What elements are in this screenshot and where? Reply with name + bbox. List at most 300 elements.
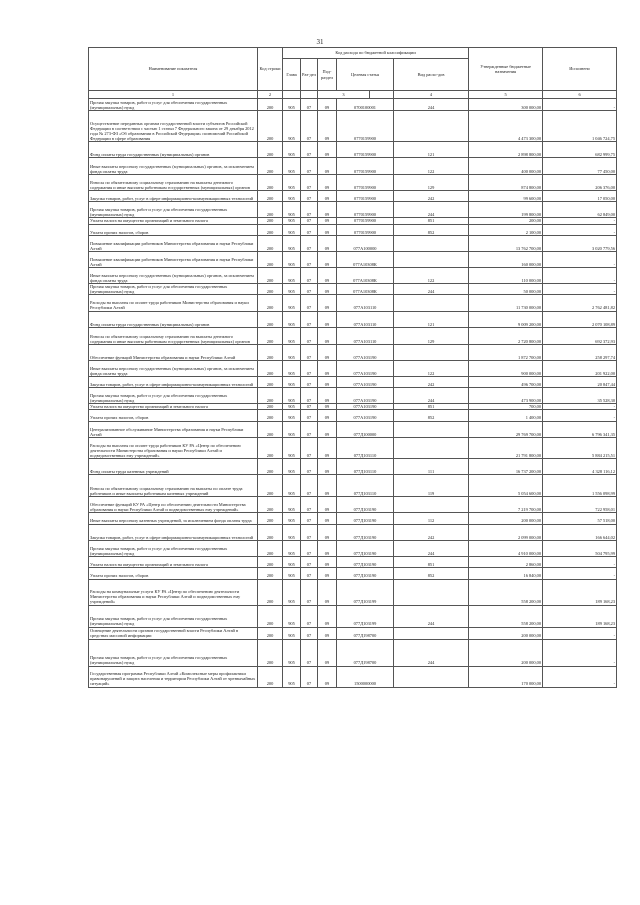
cell-name: Прочая закупка товаров, работ и услуг для обеспечения государственных (муниципальных) нужд	[89, 99, 258, 111]
cell-target-article: 077А103190	[337, 410, 394, 421]
table-row	[89, 497, 617, 513]
cell-line-code: 200	[258, 458, 283, 474]
cell-target-article: 077Д103190	[337, 513, 394, 524]
cell-name: Уплата прочих налогов, сборов	[89, 410, 258, 421]
cell-line-code: 200	[258, 284, 283, 295]
cell-approved: 558 200,00	[469, 605, 543, 627]
cell-approved: 2 898 800,00	[469, 142, 543, 158]
cell-line-code: 200	[258, 540, 283, 556]
header-target-article: Целевая статья	[337, 59, 394, 91]
cell-target-article: 0770159900	[337, 158, 394, 175]
cell-approved: 29 769 700,00	[469, 421, 543, 437]
table-row	[89, 111, 617, 142]
cell-razdel: 07	[301, 191, 318, 202]
header-approved: Утвержденные бюджетные назначения	[469, 48, 543, 91]
cell-glava: 905	[283, 202, 301, 218]
cell-razdel: 07	[301, 224, 318, 235]
cell-target-article: 077А10308К	[337, 252, 394, 268]
cell-line-code: 200	[258, 175, 283, 191]
cell-executed: 1 046 724,75	[543, 111, 617, 142]
cell-razdel: 07	[301, 295, 318, 311]
cell-name: Прочая закупка товаров, работ и услуг для обеспечения государственных (муниципальных) нужд	[89, 605, 258, 627]
cell-executed: 57 518,00	[543, 513, 617, 524]
cell-line-code: 200	[258, 158, 283, 175]
cell-razdel: 07	[301, 458, 318, 474]
cell-line-code: 200	[258, 191, 283, 202]
cell-target-article: 1500000000	[337, 666, 394, 687]
cell-approved: 199 800,00	[469, 202, 543, 218]
cell-podrazdel: 09	[318, 627, 337, 639]
cell-line-code: 200	[258, 202, 283, 218]
cell-line-code: 200	[258, 99, 283, 111]
cell-name: Прочая закупка товаров, работ и услуг для обеспечения государственных (муниципальных) нужд	[89, 388, 258, 404]
cell-expense-type	[394, 627, 469, 639]
table-row	[89, 437, 617, 458]
cell-executed: -	[543, 252, 617, 268]
cell-glava: 905	[283, 377, 301, 388]
cell-razdel: 07	[301, 568, 318, 579]
cell-target-article: 0770159900	[337, 191, 394, 202]
cell-approved: 2 099 000,00	[469, 524, 543, 540]
cell-razdel: 07	[301, 142, 318, 158]
budget-execution-table	[88, 47, 617, 688]
cell-line-code: 200	[258, 327, 283, 344]
cell-line-code: 200	[258, 421, 283, 437]
cell-executed: 189 168,23	[543, 605, 617, 627]
cell-target-article: 0770159900	[337, 111, 394, 142]
column-number: 6	[543, 91, 617, 99]
column-number	[301, 91, 318, 99]
cell-razdel: 07	[301, 410, 318, 421]
cell-approved: 9 009 200,00	[469, 311, 543, 327]
cell-approved: 110 000,00	[469, 268, 543, 284]
cell-approved: 4 473 300,00	[469, 111, 543, 142]
cell-razdel: 07	[301, 524, 318, 540]
header-podrazdel: Под-раздел	[318, 59, 337, 91]
cell-expense-type: 121	[394, 142, 469, 158]
cell-podrazdel: 09	[318, 268, 337, 284]
cell-target-article: 0770159900	[337, 175, 394, 191]
cell-target-article: 077Д100000	[337, 421, 394, 437]
cell-approved: 200 000,00	[469, 639, 543, 666]
cell-razdel: 07	[301, 639, 318, 666]
cell-executed: 4 328 116,12	[543, 458, 617, 474]
cell-line-code: 200	[258, 568, 283, 579]
cell-name: Уплата налога на имущество организаций и земельного налога	[89, 557, 258, 568]
cell-expense-type: 244	[394, 99, 469, 111]
cell-line-code: 200	[258, 404, 283, 410]
table-row	[89, 410, 617, 421]
cell-expense-type: 852	[394, 224, 469, 235]
cell-razdel: 07	[301, 513, 318, 524]
cell-name: Централизованное обслуживание Министерства образования и науки Республики Алтай	[89, 421, 258, 437]
column-number: 4	[394, 91, 469, 99]
cell-line-code: 200	[258, 235, 283, 251]
column-number: 2	[258, 91, 283, 99]
cell-podrazdel: 09	[318, 361, 337, 377]
cell-podrazdel: 09	[318, 605, 337, 627]
cell-expense-type	[394, 252, 469, 268]
cell-name: Уплата прочих налогов, сборов	[89, 224, 258, 235]
cell-approved: 50 000,00	[469, 284, 543, 295]
table-row	[89, 158, 617, 175]
cell-name: Иные выплаты персоналу государственных (муниципальных) органов, за исключением фонда оплаты труда	[89, 158, 258, 175]
cell-approved: 900 000,00	[469, 361, 543, 377]
cell-expense-type: 244	[394, 605, 469, 627]
cell-expense-type	[394, 437, 469, 458]
cell-approved: 874 800,00	[469, 175, 543, 191]
cell-executed: 504 795,99	[543, 540, 617, 556]
cell-podrazdel: 09	[318, 191, 337, 202]
cell-razdel: 07	[301, 175, 318, 191]
cell-podrazdel: 09	[318, 421, 337, 437]
cell-expense-type	[394, 497, 469, 513]
cell-name: Фонд оплаты труда государственных (муниципальных) органов	[89, 142, 258, 158]
cell-name: Взносы по обязательному социальному страхованию на выплаты денежного содержания и иные выплаты работникам государственных (муниципальных) органов	[89, 175, 258, 191]
cell-razdel: 07	[301, 666, 318, 687]
cell-name: Взносы по обязательному социальному страхованию на выплаты денежного содержания и иные выплаты работникам государственных (муниципальных) органов	[89, 327, 258, 344]
cell-glava: 905	[283, 142, 301, 158]
cell-name: Обеспечение функций КУ РА «Центр по обеспечению деятельности Министерства образования и науки Республики Алтай и подведомственных ему учреждений»	[89, 497, 258, 513]
table-row	[89, 268, 617, 284]
table-row	[89, 311, 617, 327]
column-number	[283, 91, 301, 99]
cell-name: Освещение деятельности органов государственной власти Республики Алтай в средствах массовой информации	[89, 627, 258, 639]
table-row	[89, 224, 617, 235]
cell-podrazdel: 09	[318, 235, 337, 251]
cell-approved: 170 000,00	[469, 666, 543, 687]
cell-razdel: 07	[301, 111, 318, 142]
cell-podrazdel: 09	[318, 224, 337, 235]
cell-expense-type: 851	[394, 557, 469, 568]
table-row	[89, 191, 617, 202]
cell-razdel: 07	[301, 437, 318, 458]
table-row	[89, 524, 617, 540]
cell-podrazdel: 09	[318, 437, 337, 458]
cell-approved: 496 700,00	[469, 377, 543, 388]
cell-line-code: 200	[258, 361, 283, 377]
cell-target-article: 077Д103199	[337, 579, 394, 605]
header-budget-classification: Код расхода по бюджетной классификации	[283, 48, 469, 59]
cell-name: Расходы на выплаты по оплате труда работников Министерства образования и науки Республики Алтай	[89, 295, 258, 311]
cell-expense-type: 244	[394, 639, 469, 666]
cell-target-article: 0770159900	[337, 142, 394, 158]
cell-glava: 905	[283, 404, 301, 410]
cell-target-article: 077А103110	[337, 295, 394, 311]
cell-line-code: 200	[258, 111, 283, 142]
cell-glava: 905	[283, 175, 301, 191]
page-number: 31	[316, 38, 324, 46]
column-numbers-row	[89, 91, 617, 99]
cell-approved: 160 000,00	[469, 252, 543, 268]
cell-expense-type: 119	[394, 475, 469, 497]
header-name: Наименование показателя	[89, 48, 258, 91]
cell-executed: 201 922,00	[543, 361, 617, 377]
cell-name: Закупка товаров, работ, услуг в сфере информационно-коммуникационных технологий	[89, 524, 258, 540]
cell-name: Обеспечение функций Министерства образования и науки Республики Алтай	[89, 344, 258, 360]
cell-glava: 905	[283, 497, 301, 513]
cell-line-code: 200	[258, 437, 283, 458]
cell-razdel: 07	[301, 252, 318, 268]
cell-glava: 905	[283, 111, 301, 142]
cell-executed: -	[543, 639, 617, 666]
cell-target-article: 077А10308К	[337, 284, 394, 295]
cell-expense-type: 851	[394, 404, 469, 410]
cell-approved: 11 730 000,00	[469, 295, 543, 311]
cell-approved: 200,00	[469, 218, 543, 224]
cell-podrazdel: 09	[318, 388, 337, 404]
cell-target-article: 0770159900	[337, 202, 394, 218]
cell-approved: 473 900,00	[469, 388, 543, 404]
cell-approved: 99 600,00	[469, 191, 543, 202]
header-code: Код строки	[258, 48, 283, 91]
cell-name: Уплата налога на имущество организаций и земельного налога	[89, 218, 258, 224]
cell-executed: -	[543, 404, 617, 410]
cell-podrazdel: 09	[318, 410, 337, 421]
cell-target-article: 0770159900	[337, 224, 394, 235]
cell-approved: 16 840,00	[469, 568, 543, 579]
cell-razdel: 07	[301, 557, 318, 568]
cell-executed: -	[543, 284, 617, 295]
cell-podrazdel: 09	[318, 202, 337, 218]
cell-razdel: 07	[301, 218, 318, 224]
cell-expense-type: 112	[394, 513, 469, 524]
header-expense-type: Вид расхо-дов	[394, 59, 469, 91]
cell-podrazdel: 09	[318, 158, 337, 175]
cell-glava: 905	[283, 344, 301, 360]
cell-executed: -	[543, 224, 617, 235]
cell-glava: 905	[283, 361, 301, 377]
cell-executed: 2 762 481,82	[543, 295, 617, 311]
cell-podrazdel: 09	[318, 111, 337, 142]
cell-podrazdel: 09	[318, 175, 337, 191]
cell-executed: 692 372,93	[543, 327, 617, 344]
cell-line-code: 200	[258, 579, 283, 605]
cell-executed: -	[543, 410, 617, 421]
cell-approved: 5 054 600,00	[469, 475, 543, 497]
table-row	[89, 639, 617, 666]
cell-approved: 13 762 700,00	[469, 235, 543, 251]
cell-name: Уплата налога на имущество организаций и земельного налога	[89, 404, 258, 410]
table-row	[89, 175, 617, 191]
cell-line-code: 200	[258, 252, 283, 268]
cell-razdel: 07	[301, 158, 318, 175]
table-row	[89, 475, 617, 497]
table-row	[89, 235, 617, 251]
column-number	[370, 91, 394, 99]
header-glava: Глава	[283, 59, 301, 91]
cell-target-article: 077А103190	[337, 404, 394, 410]
cell-glava: 905	[283, 557, 301, 568]
cell-line-code: 200	[258, 311, 283, 327]
cell-name: Прочая закупка товаров, работ и услуг для обеспечения государственных (муниципальных) нужд	[89, 639, 258, 666]
cell-podrazdel: 09	[318, 639, 337, 666]
cell-approved: 2 100,00	[469, 224, 543, 235]
cell-executed: 3 020 779,56	[543, 235, 617, 251]
cell-glava: 905	[283, 540, 301, 556]
cell-podrazdel: 09	[318, 458, 337, 474]
cell-target-article: 077Д103110	[337, 475, 394, 497]
column-number: 3	[318, 91, 370, 99]
cell-expense-type: 121	[394, 311, 469, 327]
cell-expense-type: 244	[394, 284, 469, 295]
table-body	[89, 99, 617, 688]
cell-line-code: 200	[258, 295, 283, 311]
cell-glava: 905	[283, 513, 301, 524]
cell-glava: 905	[283, 421, 301, 437]
cell-executed: 682 999,75	[543, 142, 617, 158]
cell-executed: 1 556 098,99	[543, 475, 617, 497]
cell-glava: 905	[283, 579, 301, 605]
cell-expense-type: 111	[394, 458, 469, 474]
cell-line-code: 200	[258, 218, 283, 224]
cell-expense-type: 129	[394, 175, 469, 191]
table-header	[89, 48, 617, 99]
cell-podrazdel: 09	[318, 568, 337, 579]
cell-executed: 35 528,30	[543, 388, 617, 404]
cell-razdel: 07	[301, 284, 318, 295]
cell-razdel: 07	[301, 404, 318, 410]
cell-razdel: 07	[301, 361, 318, 377]
cell-podrazdel: 09	[318, 142, 337, 158]
cell-approved: 200 000,00	[469, 627, 543, 639]
cell-glava: 905	[283, 327, 301, 344]
cell-razdel: 07	[301, 421, 318, 437]
cell-executed: 2 070 108,89	[543, 311, 617, 327]
cell-razdel: 07	[301, 579, 318, 605]
cell-expense-type: 244	[394, 202, 469, 218]
cell-expense-type	[394, 235, 469, 251]
cell-executed: -	[543, 568, 617, 579]
cell-glava: 905	[283, 295, 301, 311]
cell-line-code: 200	[258, 268, 283, 284]
cell-glava: 905	[283, 224, 301, 235]
cell-line-code: 200	[258, 524, 283, 540]
cell-podrazdel: 09	[318, 557, 337, 568]
cell-executed: 5 884 215,51	[543, 437, 617, 458]
cell-razdel: 07	[301, 475, 318, 497]
cell-podrazdel: 09	[318, 404, 337, 410]
cell-executed: 258 297,74	[543, 344, 617, 360]
cell-line-code: 200	[258, 605, 283, 627]
cell-razdel: 07	[301, 377, 318, 388]
cell-executed: -	[543, 268, 617, 284]
cell-target-article: 077А103190	[337, 388, 394, 404]
cell-executed: -	[543, 557, 617, 568]
cell-name: Расходы на коммунальные услуги КУ РА «Центр по обеспечению деятельности Министерства образования и науки Республики Алтай и подведомственных ему учреждений»	[89, 579, 258, 605]
cell-name: Повышение квалификации работников Министерства образования и науки Республики Алтай	[89, 252, 258, 268]
cell-executed: 62 849,00	[543, 202, 617, 218]
cell-line-code: 200	[258, 388, 283, 404]
cell-expense-type	[394, 666, 469, 687]
cell-executed: 722 958,01	[543, 497, 617, 513]
cell-name: Фонд оплаты труда казенных учреждений	[89, 458, 258, 474]
cell-approved: 1 400,00	[469, 410, 543, 421]
cell-podrazdel: 09	[318, 540, 337, 556]
cell-approved: 1 872 700,00	[469, 344, 543, 360]
cell-podrazdel: 09	[318, 666, 337, 687]
cell-line-code: 200	[258, 627, 283, 639]
cell-name: Повышение квалификации работников Министерства образования и науки Республики Алтай	[89, 235, 258, 251]
cell-target-article: 0770159900	[337, 218, 394, 224]
cell-expense-type: 244	[394, 540, 469, 556]
cell-name: Фонд оплаты труда государственных (муниципальных) органов	[89, 311, 258, 327]
cell-name: Уплата прочих налогов, сборов	[89, 568, 258, 579]
cell-target-article: 077А10308К	[337, 268, 394, 284]
cell-expense-type: 122	[394, 158, 469, 175]
table-row	[89, 557, 617, 568]
cell-expense-type: 242	[394, 191, 469, 202]
cell-razdel: 07	[301, 327, 318, 344]
cell-name: Закупка товаров, работ, услуг в сфере информационно-коммуникационных технологий	[89, 191, 258, 202]
header-executed: Исполнено	[543, 48, 617, 91]
cell-line-code: 200	[258, 639, 283, 666]
cell-expense-type: 242	[394, 377, 469, 388]
cell-glava: 905	[283, 410, 301, 421]
cell-razdel: 07	[301, 497, 318, 513]
cell-name: Иные выплаты персоналу казенных учреждений, за исключением фонда оплаты труда	[89, 513, 258, 524]
table-row	[89, 568, 617, 579]
table-row	[89, 284, 617, 295]
cell-approved: 400 000,00	[469, 158, 543, 175]
cell-expense-type: 851	[394, 218, 469, 224]
cell-podrazdel: 09	[318, 284, 337, 295]
cell-approved: 2 860,00	[469, 557, 543, 568]
cell-glava: 905	[283, 268, 301, 284]
cell-executed: 206 376,00	[543, 175, 617, 191]
cell-target-article: 077А103110	[337, 327, 394, 344]
cell-approved: 16 737 200,00	[469, 458, 543, 474]
cell-name: Иные выплаты персоналу государственных (муниципальных) органов, за исключением фонда оплаты труда	[89, 361, 258, 377]
table-row	[89, 513, 617, 524]
cell-line-code: 200	[258, 666, 283, 687]
cell-glava: 905	[283, 524, 301, 540]
cell-line-code: 200	[258, 475, 283, 497]
cell-approved: 300 000,00	[469, 99, 543, 111]
cell-executed: -	[543, 99, 617, 111]
cell-podrazdel: 09	[318, 524, 337, 540]
cell-razdel: 07	[301, 344, 318, 360]
cell-target-article: 0700100001	[337, 99, 394, 111]
cell-razdel: 07	[301, 540, 318, 556]
table-row	[89, 627, 617, 639]
cell-podrazdel: 09	[318, 311, 337, 327]
cell-name: Государственная программа Республики Алтай «Комплексные меры профилактики правонарушений и защита населения и территории Республики Алтай от чрезвычайных ситуаций»	[89, 666, 258, 687]
cell-razdel: 07	[301, 605, 318, 627]
cell-podrazdel: 09	[318, 295, 337, 311]
cell-expense-type: 244	[394, 388, 469, 404]
cell-podrazdel: 09	[318, 377, 337, 388]
cell-executed: 166 644,02	[543, 524, 617, 540]
cell-expense-type: 852	[394, 410, 469, 421]
cell-executed: 189 168,23	[543, 579, 617, 605]
cell-podrazdel: 09	[318, 99, 337, 111]
cell-line-code: 200	[258, 513, 283, 524]
cell-glava: 905	[283, 191, 301, 202]
cell-podrazdel: 09	[318, 513, 337, 524]
cell-name: Прочая закупка товаров, работ и услуг для обеспечения государственных (муниципальных) нужд	[89, 202, 258, 218]
cell-line-code: 200	[258, 497, 283, 513]
table-row	[89, 252, 617, 268]
cell-razdel: 07	[301, 311, 318, 327]
cell-razdel: 07	[301, 202, 318, 218]
table-row	[89, 421, 617, 437]
cell-name: Осуществление переданных органам государственной власти субъектов Российской Федерации в соответствии с частью 1 статьи 7 Федерального закона от 29 декабря 2012 года № 273-ФЗ «Об образовании в Российской Федерации» полномочий Российской Федерации в сфере образования	[89, 111, 258, 142]
cell-name: Взносы по обязательному социальному страхованию на выплаты по оплате труда работников и иные выплаты работникам казенных учреждений	[89, 475, 258, 497]
cell-podrazdel: 09	[318, 475, 337, 497]
cell-name: Прочая закупка товаров, работ и услуг для обеспечения государственных (муниципальных) нужд	[89, 540, 258, 556]
cell-executed: 20 847,44	[543, 377, 617, 388]
